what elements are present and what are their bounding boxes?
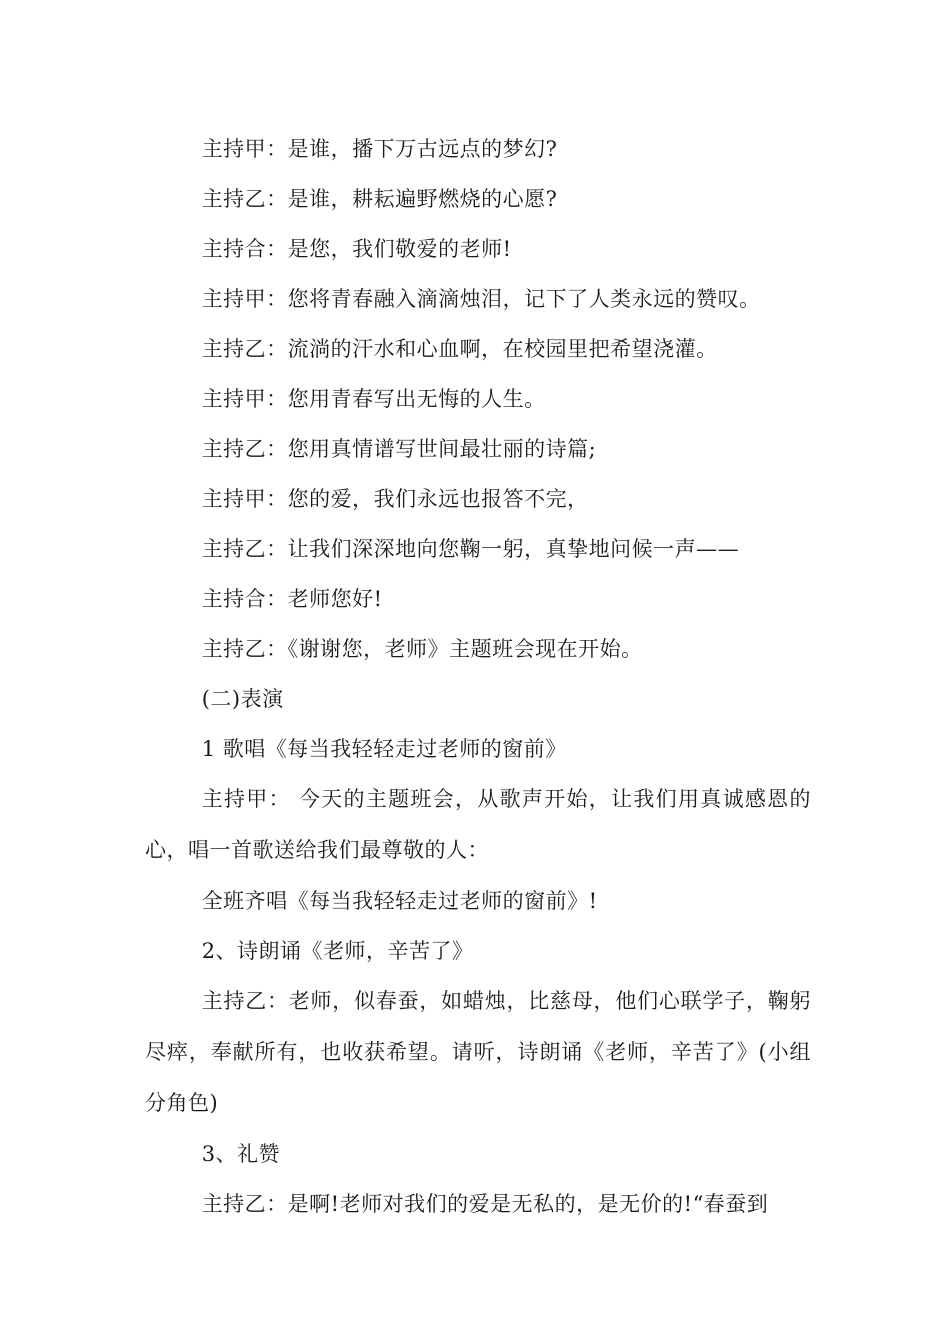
paragraph-host-b-3: 主持乙：您用真情谱写世间最壮丽的诗篇; [201,437,597,461]
paragraph-host-b-2: 主持乙：流淌的汗水和心血啊，在校园里把希望浇灌。 [201,337,718,361]
paragraph-class-sing: 全班齐唱《每当我轻轻走过老师的窗前》! [201,889,598,913]
paragraph-host-b-7: 主持乙：是啊!老师对我们的爱是无私的，是无价的!“春蚕到 [201,1192,769,1216]
paragraph-host-b-4: 主持乙：让我们深深地向您鞠一躬，真挚地问候一声—— [201,537,740,561]
section-heading-performance: (二)表演 [201,687,284,711]
paragraph-host-together-1: 主持合：是您，我们敬爱的老师! [201,237,512,261]
paragraph-host-b-1: 主持乙：是谁，耕耘遍野燃烧的心愿? [201,187,558,211]
paragraph-host-a-1: 主持甲：是谁，播下万古远点的梦幻? [201,137,558,161]
item-heading-poem: 2、诗朗诵《老师，辛苦了》 [201,939,474,963]
paragraph-host-b-6: 主持乙：老师，似春蚕，如蜡烛，比慈母，他们心联学子，鞠躬尽瘁，奉献所有，也收获希望。请听，诗朗诵《老师，辛苦了》(小组分角色) [145,989,811,1115]
paragraph-host-together-2: 主持合：老师您好! [201,587,383,611]
paragraph-host-b-5: 主持乙：《谢谢您，老师》主题班会现在开始。 [201,637,643,661]
paragraph-host-a-4: 主持甲：您的爱，我们永远也报答不完， [201,487,589,511]
item-heading-singing: 1 歌唱《每当我轻轻走过老师的窗前》 [201,737,567,761]
document-body [145,124,811,1229]
item-heading-tribute: 3、礼赞 [201,1142,281,1166]
paragraph-host-a-2: 主持甲：您将青春融入滴滴烛泪，记下了人类永远的赞叹。 [201,287,761,311]
paragraph-host-a-3: 主持甲：您用青春写出无悔的人生。 [201,387,546,411]
paragraph-host-a-5: 主持甲： 今天的主题班会，从歌声开始，让我们用真诚感恩的心，唱一首歌送给我们最尊敬的人： [145,787,811,862]
